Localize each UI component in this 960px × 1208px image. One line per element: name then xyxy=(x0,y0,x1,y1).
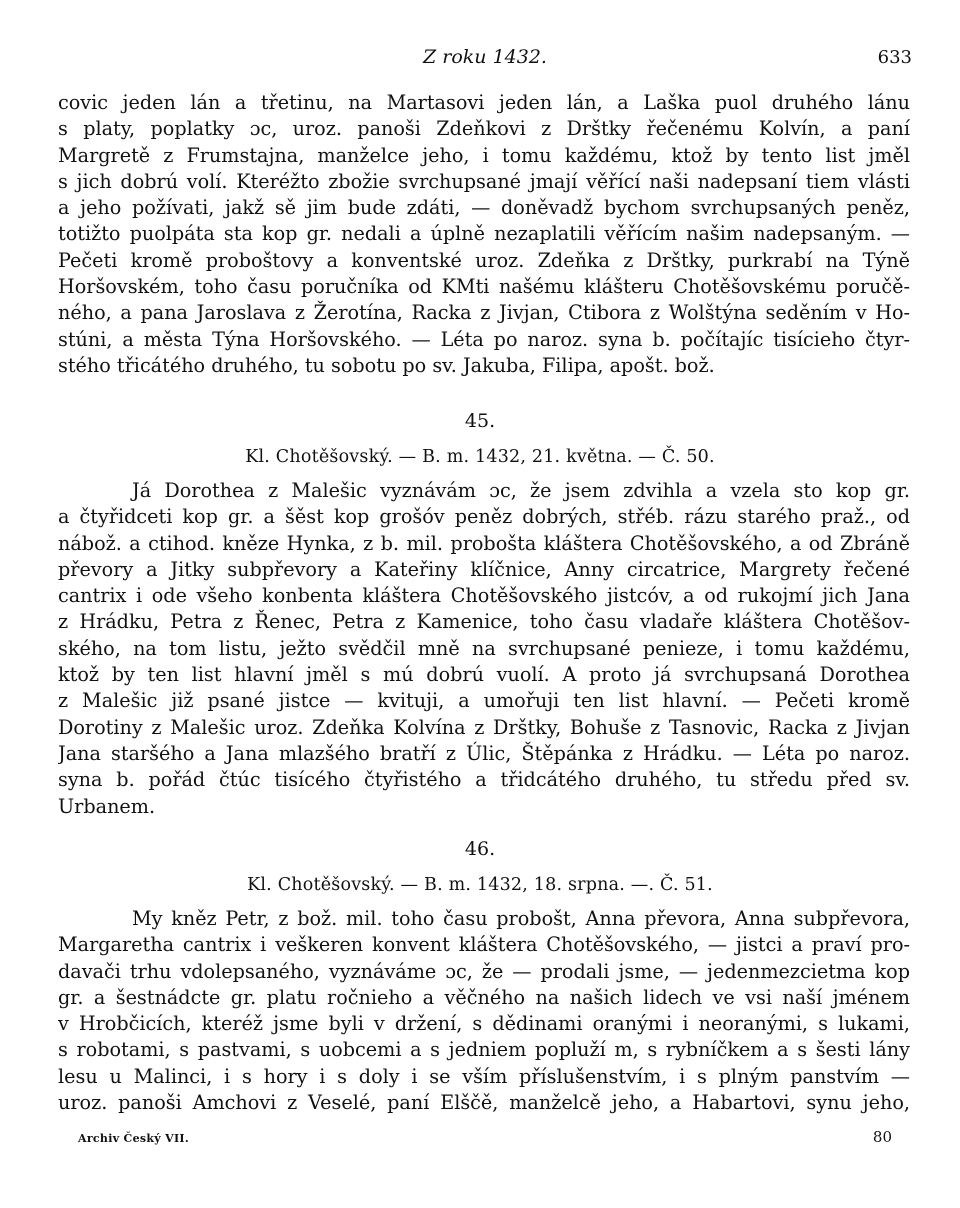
text-line: uroz. panoši Amchovi z Veselé, paní Elščě, manželcě jeho, a Habartovi, synu jeho, xyxy=(58,1091,910,1115)
text-line: stúni, a města Týna Horšovského. — Léta po naroz. syna b. počítajíc tisícieho čtyr- xyxy=(58,327,910,351)
signature-mark: Archiv Český VII. xyxy=(78,1132,189,1145)
document-source-46: Kl. Chotěšovský. — B. m. 1432, 18. srpna. —. Č. 51. xyxy=(247,875,713,895)
doc45-text xyxy=(58,478,910,820)
text-line: ktož by ten list hlavní jměl s mú dobrú vuolí. A proto já svrchupsaná Dorothea xyxy=(58,663,910,687)
page-number: 633 xyxy=(877,47,912,68)
text-line: s jich dobrú volí. Kteréžto zbožie svrchupsané jmají věřící naši nadepsaní tiem vlásti xyxy=(58,169,910,193)
running-title: Z roku 1432. xyxy=(423,46,547,68)
text-line: Já Dorothea z Malešic vyznávám ɔc, že jsem zdvihla a vzela sto kop gr. xyxy=(132,479,910,502)
text-line: lesu u Malinci, i s hory i s doly i se vším příslušenstvím, i s plným panstvím — xyxy=(58,1064,910,1088)
text-line: a čtyřidceti kop gr. a šěst kop grošóv peněz dobrých, střéb. rázu starého praž., od xyxy=(58,505,910,529)
text-line: My kněz Petr, z bož. mil. toho času probošt, Anna převora, Anna subpřevora, xyxy=(132,907,910,930)
page-footer xyxy=(78,1126,892,1148)
text-line: Margaretha cantrix i veškeren konvent kláštera Chotěšovského, — jistci a praví pro- xyxy=(58,933,910,957)
text-line: syna b. pořád čtúc tisícého čtyřistého a třidcátého druhého, tu středu před sv. xyxy=(58,768,910,792)
text-line: z Malešic již psané jistce — kvituji, a umořuji ten list hlavní. — Pečeti kromě xyxy=(58,689,910,713)
text-line: s robotami, s pastvami, s uobcemi a s jedniem popluží m, s rybníčkem a s šesti lány xyxy=(58,1038,910,1062)
doc44-tail-text xyxy=(58,90,910,379)
text-line: ného, a pana Jaroslava z Žerotína, Racka z Jivjan, Ctibora z Wolštýna seděním v Ho- xyxy=(58,301,910,325)
text-line: covic jeden lán a třetinu, na Martasovi jeden lán, a Laška puol druhého lánu xyxy=(58,91,910,114)
sheet-number: 80 xyxy=(872,1128,892,1146)
running-head xyxy=(58,44,912,72)
text-line: Margretě z Frumstajna, manželce jeho, i tomu každému, ktož by tento list jměl xyxy=(58,143,910,167)
text-line: Jana staršého a Jana mlazšého bratří z Úlic, Štěpánka z Hrádku. — Léta po naroz. xyxy=(58,741,910,765)
document-source-45: Kl. Chotěšovský. — B. m. 1432, 21. května. — Č. 50. xyxy=(245,447,715,467)
text-line: cantrix i ode všeho konbenta kláštera Chotěšovského jistcóv, a od rukojmí jich Jana xyxy=(58,584,910,608)
text-line: z Hrádku, Petra z Řenec, Petra z Kamenice, toho času vladaře kláštera Chotěšov- xyxy=(58,610,910,634)
text-line: davači trhu vdolepsaného, vyznáváme ɔc, že — prodali jsme, — jedenmezcietma kop xyxy=(58,959,910,983)
document-number-45: 45. xyxy=(464,410,496,432)
text-line: s platy, poplatky ɔc, uroz. panoši Zdeňkovi z Drštky řečenému Kolvín, a paní xyxy=(58,117,910,141)
text-line: Dorotiny z Malešic uroz. Zdeňka Kolvína z Drštky, Bohuše z Tasnovic, Racka z Jivjan xyxy=(58,715,910,739)
text-line: Horšovském, toho času poručníka od KMti našému klášteru Chotěšovskému poručě- xyxy=(58,275,910,299)
document-number-46: 46. xyxy=(464,838,496,860)
text-line: Pečeti kromě proboštovy a konventské uroz. Zdeňka z Drštky, purkrabí na Týně xyxy=(58,248,910,272)
text-line: ského, na tom listu, ježto svědčil mně na svrchupsané penieze, i tomu každému, xyxy=(58,636,910,660)
text-line: převory a Jitky subpřevory a Kateřiny klíčnice, Anny circatrice, Margrety řečené xyxy=(58,557,910,581)
text-line: totižto puolpáta sta kop gr. nedali a úplně nezaplatili věřícím našim nadepsaným. — xyxy=(58,222,910,246)
text-line: gr. a šestnádcte gr. platu ročnieho a věčného na našich lidech ve vsi naší jménem xyxy=(58,985,910,1009)
doc46-text xyxy=(58,906,910,1116)
text-line: nábož. a ctihod. kněze Hynka, z b. mil. probošta kláštera Chotěšovského, a od Zbráně xyxy=(58,531,910,555)
text-line: a jeho požívati, jakž sě jim bude zdáti, — doněvadž bychom svrchupsaných peněz, xyxy=(58,196,910,220)
text-line: stého třicátého druhého, tu sobotu po sv. Jakuba, Filipa, apošt. bož. xyxy=(58,353,715,377)
text-line: v Hrobčicích, kteréž jsme byli v držení, s dědinami oranými i neoranými, s lukami, xyxy=(58,1012,910,1036)
text-line: Urbanem. xyxy=(58,794,156,818)
